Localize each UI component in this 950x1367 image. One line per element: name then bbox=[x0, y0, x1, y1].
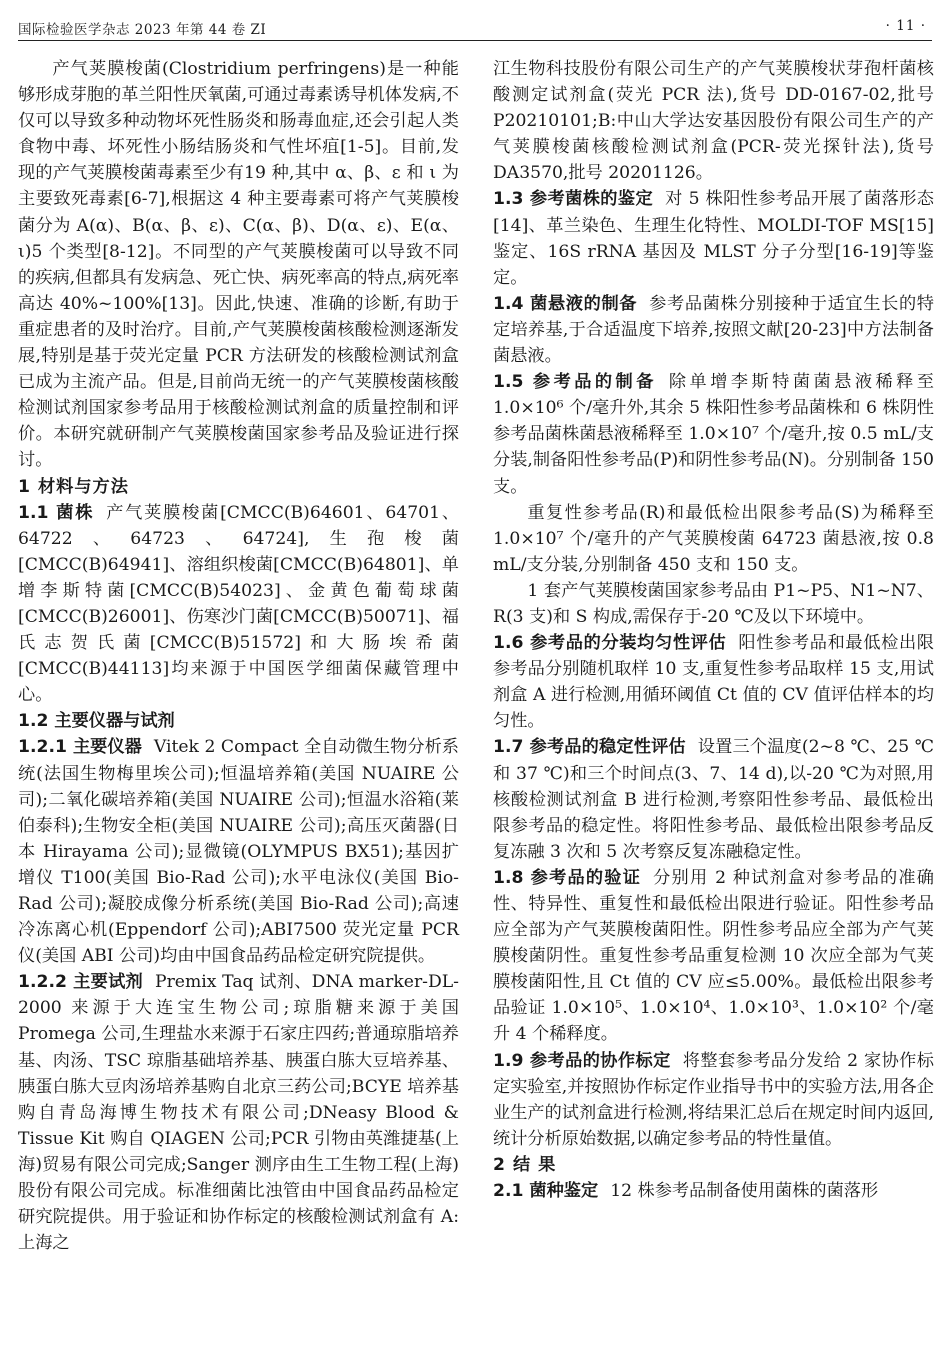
subsection-1-2: 1.2 主要仪器与试剂 bbox=[18, 711, 175, 732]
subsection-1-7: 1.7 参考品的稳定性评估 设置三个温度(2~8 ℃、25 ℃和 37 ℃)和三个时间点(3、7、14 d),以-20 ℃为对照,用核酸检测试剂盒 B 进行检测,考察阳性参考品、最低检出限参考品的稳定性。将阳性参考品、最低检出限参考品反复冻融 3 次和 5 次考察反复冻融稳定性。 bbox=[493, 737, 935, 862]
results-heading: 2 结 果 bbox=[493, 1154, 557, 1175]
reference-material-paragraph: 重复性参考品(R)和最低检出限参考品(S)为稀释至 1.0×10⁷ 个/毫升的产气荚膜梭菌 64723 菌悬液,按 0.8 mL/支分装,分别制备 450 支和 150 支。 bbox=[493, 502, 934, 575]
journal-title: 国际检验医学杂志 2023 年第 44 卷 ZⅠ bbox=[18, 22, 267, 38]
page-number: · 11 · bbox=[885, 18, 926, 34]
subsection-2-1: 2.1 菌种鉴定 12 株参考品制备使用菌株的菌落形 bbox=[493, 1181, 879, 1202]
subsection-1-2-2: 1.2.2 主要试剂 Premix Taq 试剂、DNA marker-DL-2000 来源于大连宝生物公司;琼脂糖来源于美国 Promega 公司,生理盐水来源于石家庄四药;普通琼脂培养基、肉汤、TSC 琼脂基础培养基、胰蛋白胨大豆培养基、胰蛋白胨大豆肉汤培养基购自北京三药公司;BCYE 培养基购自青岛海博生物技术有限公司;DNeasy Blood & Tissue Kit 购自 QIAGEN 公司;PCR 引物由英潍捷基(上海)贸易有限公司完成;Sanger 测序由生工生物工程(上海)股份有限公司完成。标准细菌比浊管由中国食品药品检定研究院提供。用于验证和协作标定的核酸检测试剂盒有 A:上海之 bbox=[18, 972, 459, 1254]
subsection-1-3: 1.3 参考菌株的鉴定 对 5 株阳性参考品开展了菌落形态[14]、革兰染色、生理生化特性、MOLDI-TOF MS[15]鉴定、16S rRNA 基因及 MLST 分子分型[16-19]等鉴定。 bbox=[493, 189, 934, 288]
subsection-1-5: 1.5 参考品的制备 除单增李斯特菌菌悬液稀释至 1.0×10⁶ 个/毫升外,其余 5 株阳性参考品菌株和 6 株阴性参考品菌株菌悬液稀释至 1.0×10⁷ 个/毫升,按 0.5 mL/支分装,制备阳性参考品(P)和阴性参考品(N)。分别制备 150 支。 bbox=[493, 372, 934, 497]
subsection-1-9: 1.9 参考品的协作标定 将整套参考品分发给 2 家协作标定实验室,并按照协作标定作业指导书中的实验方法,用各企业生产的试剂盒进行检测,将结果汇总后在规定时间内返回,统计分析原始数据,以确定参考品的特性量值。 bbox=[493, 1050, 934, 1149]
subsection-1-6: 1.6 参考品的分装均匀性评估 阳性参考品和最低检出限参考品分别随机取样 10 支,重复性参考品取样 15 支,用试剂盒 A 进行检测,用循环阈值 Ct 值的 CV 值评估样本的均匀性。 bbox=[493, 633, 934, 732]
running-header bbox=[18, 14, 932, 41]
intro-paragraph: 产气荚膜梭菌(Clostridium perfringens)是一种能够形成芽胞的革兰阳性厌氧菌,可通过毒素诱导机体发病,不仅可以导致多种动物坏死性肠炎和肠毒血症,还会引起人类食物中毒、坏死性小肠结肠炎和气性坏疽[1-5]。目前,发现的产气荚膜梭菌毒素至少有19 种,其中 α、β、ε 和 ι 为主要致死毒素[6-7],根据这 4 种主要毒素可将产气荚膜梭菌分为 A(α)、B(α、β、ε)、C(α、β)、D(α、ε)、E(α、ι)5 个类型[8-12]。不同型的产气荚膜梭菌可以导致不同的疾病,但都具有发病急、死亡快、病死率高的特点,病死率高达 40%~100%[13]。因此,快速、准确的诊断,有助于重症患者的及时治疗。目前,产气荚膜梭菌核酸检测逐渐发展,特别是基于荧光定量 PCR 方法研发的核酸检测试剂盒已成为主流产品。但是,目前尚无统一的产气荚膜梭菌核酸检测试剂国家参考品用于核酸检测试剂盒的质量控制和评价。本研究就研制产气荚膜梭菌国家参考品及验证进行探讨。 bbox=[18, 59, 459, 471]
left-column bbox=[18, 56, 459, 1256]
right-column bbox=[493, 56, 934, 1204]
subsection-1-8: 1.8 参考品的验证 分别用 2 种试剂盒对参考品的准确性、特异性、重复性和最低检出限进行验证。阳性参考品应全部为产气荚膜梭菌阳性。阴性参考品应全部为产气荚膜梭菌阴性。重复性参考品重复检测 10 次应全部为气荚膜梭菌阳性,且 Ct 值的 CV 应≤5.00%。最低检出限参考品验证 1.0×10⁵、1.0×10⁴、1.0×10³、1.0×10² 个/毫升 4 个稀释度。 bbox=[493, 867, 934, 1045]
reference-set-paragraph: 1 套产气荚膜梭菌国家参考品由 P1~P5、N1~N7、R(3 支)和 S 构成,需保存于-20 ℃及以下环境中。 bbox=[493, 580, 934, 627]
continued-paragraph: 江生物科技股份有限公司生产的产气荚膜梭状芽孢杆菌核酸测定试剂盒(荧光 PCR 法),货号 DD-0167-02,批号 P20210101;B:中山大学达安基因股份有限公司生产的产气荚膜梭菌核酸检测试剂盒(PCR-荧光探针法),货号 DA3570,批号 20201126。 bbox=[493, 59, 934, 184]
subsection-1-1: 1.1 菌株 产气荚膜梭菌[CMCC(B)64601、64701、64722、64723、64724],生孢梭菌[CMCC(B)64941]、溶组织梭菌[CMCC(B)64801]、单增李斯特菌[CMCC(B)54023]、金黄色葡萄球菌[CMCC(B)26001]、伤寒沙门菌[CMCC(B)50071]、福氏志贺氏菌[CMCC(B)51572]和大肠埃希菌[CMCC(B)44113]均来源于中国医学细菌保藏管理中心。 bbox=[18, 502, 460, 706]
subsection-1-2-1: 1.2.1 主要仪器 Vitek 2 Compact 全自动微生物分析系统(法国生物梅里埃公司);恒温培养箱(美国 NUAIRE 公司);二氧化碳培养箱(美国 NUAIRE 公司);恒温水浴箱(莱伯泰科);生物安全柜(美国 NUAIRE 公司);高压灭菌器(日本 Hirayama 公司);显微镜(OLYMPUS BX51);基因扩增仪 T100(美国 Bio-Rad 公司);水平电泳仪(美国 Bio-Rad 公司);凝胶成像分析系统(美国 Bio-Rad 公司);高速冷冻离心机(Eppendorf 公司);ABI7500 荧光定量 PCR 仪(美国 ABI 公司)均由中国食品药品检定研究院提供。 bbox=[18, 737, 459, 967]
subsection-1-4: 1.4 菌悬液的制备 参考品菌株分别接种于适宜生长的特定培养基,于合适温度下培养,按照文献[20-23]中方法制备菌悬液。 bbox=[493, 293, 934, 367]
section-heading: 1 材料与方法 bbox=[18, 476, 129, 497]
